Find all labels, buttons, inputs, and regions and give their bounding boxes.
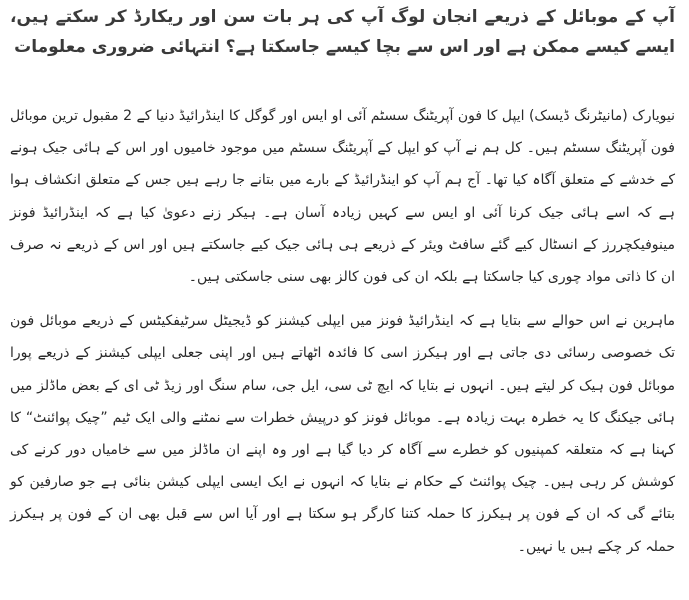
headline-spacer (10, 62, 675, 100)
article-paragraph-2: ماہرین نے اس حوالے سے بتایا ہے کہ اینڈرائیڈ فونز میں ایپلی کیشنز کو ڈیجیٹل سرٹیفکیٹس کے ذریعے موبائل فون تک خصوصی رسائی دی جاتی ہے اور ہیکرز اسی کا فائدہ اٹھاتے ہیں اور اپنی جعلی ایپلی کیشنز کے ذریعے پورا موبائل فون ہیک کر لیتے ہیں۔ انہوں نے بتایا کہ ایچ ٹی سی، ایل جی، سام سنگ اور زیڈ ٹی ای کے بعض ماڈلز میں ہائی جیکنگ کا یہ خطرہ بہت زیادہ ہے۔ موبائل فونز کو درپیش خطرات سے نمٹنے والی ایک ٹیم ”چیک پوائنٹ“ کا کہنا ہے کہ متعلقہ کمپنیوں کو خطرے سے آگاہ کر دیا گیا ہے اور وہ اپنے ان ماڈلز میں سے خامیاں دور کرنے کی کوشش کر رہی ہیں۔ چیک پوائنٹ کے حکام نے بتایا کہ انہوں نے ایک ایسی ایپلی کیشن بنائی ہے جو صارفین کو بتائے گی کہ ان کے فون پر ہیکرز کا حملہ کتنا کارگر ہو سکتا ہے اور آیا اس سے قبل بھی ان کے فون پر ہیکرز حملہ کر چکے ہیں یا نہیں۔ (10, 313, 675, 555)
article-paragraph-1: نیویارک (مانیٹرنگ ڈیسک) ایپل کا فون آپریٹنگ سسٹم آئی او ایس اور گوگل کا اینڈرائیڈ دنیا کے 2 مقبول ترین موبائل فون آپریٹنگ سسٹم ہیں۔ کل ہم نے آپ کو ایپل کے آپریٹنگ سسٹم میں موجود خامیوں اور اس کے ہائی جیک ہونے کے خدشے کے متعلق آگاہ کیا تھا۔ آج ہم آپ کو اینڈرائیڈ کے بارے میں بتانے جا رہے ہیں جس کے متعلق انکشاف ہوا ہے کہ اسے ہائی جیک کرنا آئی او ایس سے کہیں زیادہ آسان ہے۔ ہیکر زنے دعویٰ کیا ہے کہ اینڈرائیڈ فونز مینوفیکچررز کے انسٹال کیے گئے سافٹ ویئر کے ذریعے ہی ہائی جیک کیے جاسکتے ہیں اور اس کے ذریعے نہ صرف ان کا ذاتی مواد چوری کیا جاسکتا ہے بلکہ ان کی فون کالز بھی سنی جاسکتی ہیں۔ (10, 108, 675, 286)
article-headline: آپ کے موبائل کے ذریعے انجان لوگ آپ کی ہر بات سن اور ریکارڈ کر سکتے ہیں، ایسے کیسے ممکن ہے اور اس سے بچا کیسے جاسکتا ہے؟ انتہائی ضروری معلومات (10, 7, 675, 57)
